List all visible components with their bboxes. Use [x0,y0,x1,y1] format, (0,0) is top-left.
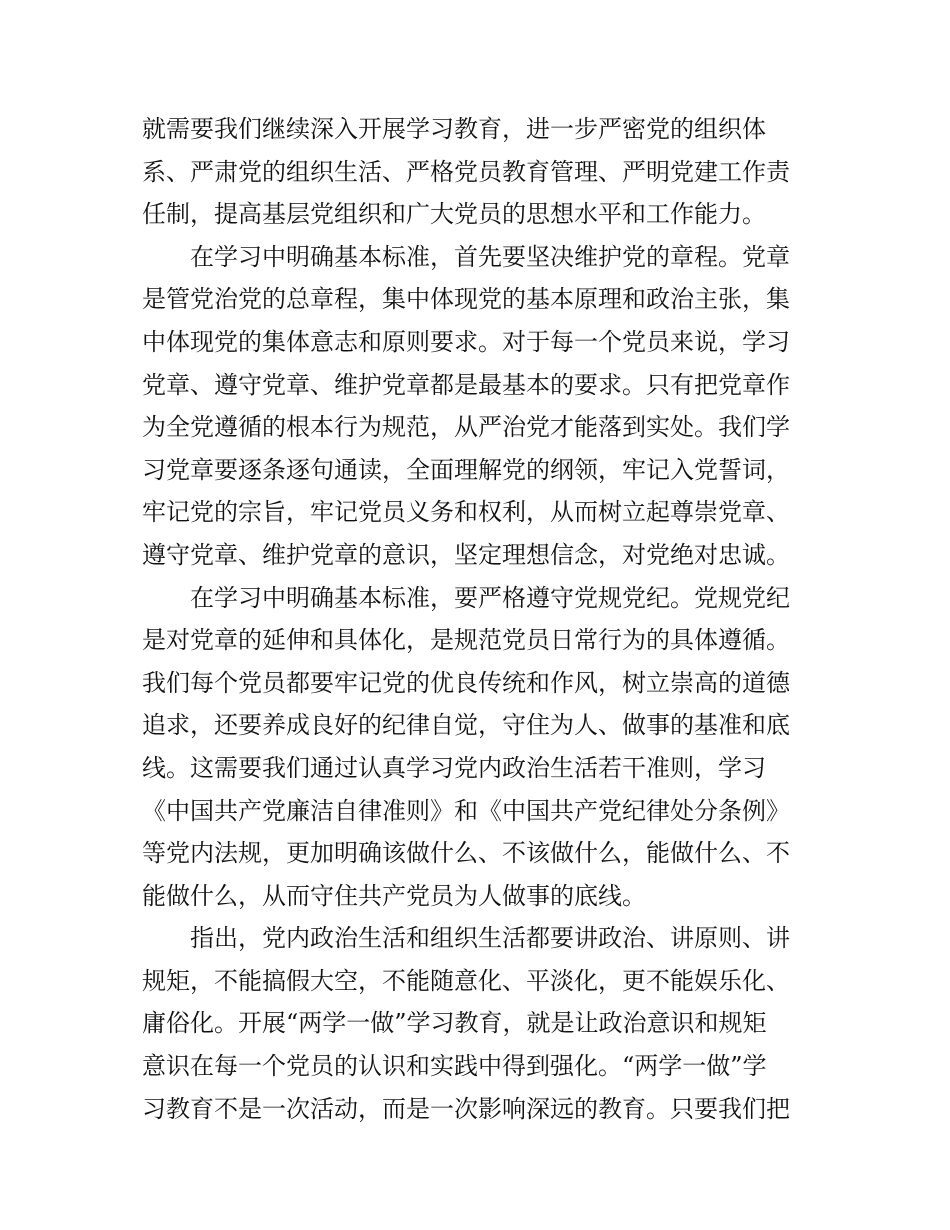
text-line: 遵守党章、维护党章的意识，坚定理想信念，对党绝对忠诚。 [142,540,790,569]
text-line: 能做什么，从而守住共产党员为人做事的底线。 [142,881,646,910]
paragraph-first-line: 在学习中明确基本标准，要严格遵守党规党纪。党规党纪 [190,583,790,612]
text-line: 任制，提高基层党组织和广大党员的思想水平和工作能力。 [142,200,766,229]
text-line: 习党章要逐条逐句通读，全面理解党的纲领，牢记入党誓词， [142,455,790,484]
text-line: 为全党遵循的根本行为规范，从严治党才能落到实处。我们学 [142,413,790,442]
text-line: 追求，还要养成良好的纪律自觉，守住为人、做事的基准和底 [142,711,790,740]
paragraph-first-line: 在学习中明确基本标准，首先要坚决维护党的章程。党章 [190,242,790,271]
text-line: 庸俗化。开展“两学一做”学习教育，就是让政治意识和规矩 [142,1009,767,1038]
text-line: 意识在每一个党员的认识和实践中得到强化。“两学一做”学 [142,1052,767,1081]
text-line: 习教育不是一次活动，而是一次影响深远的教育。只要我们把 [142,1094,790,1123]
text-line: 等党内法规，更加明确该做什么、不该做什么，能做什么、不 [142,839,790,868]
document-body [142,108,822,1130]
text-line: 我们每个党员都要牢记党的优良传统和作风，树立崇高的道德 [142,668,790,697]
text-line: 《中国共产党廉洁自律准则》和《中国共产党纪律处分条例》 [142,796,790,825]
text-line: 牢记党的宗旨，牢记党员义务和权利，从而树立起尊崇党章、 [142,498,790,527]
text-line: 中体现党的集体意志和原则要求。对于每一个党员来说，学习 [142,327,790,356]
text-line: 是管党治党的总章程，集中体现党的基本原理和政治主张，集 [142,285,790,314]
text-line: 系、严肃党的组织生活、严格党员教育管理、严明党建工作责 [142,157,790,186]
text-line: 线。这需要我们通过认真学习党内政治生活若干准则，学习 [142,753,766,782]
text-line: 规矩，不能搞假大空，不能随意化、平淡化，更不能娱乐化、 [142,966,790,995]
text-line: 党章、遵守党章、维护党章都是最基本的要求。只有把党章作 [142,370,790,399]
text-line: 是对党章的延伸和具体化，是规范党员日常行为的具体遵循。 [142,626,790,655]
text-line: 就需要我们继续深入开展学习教育，进一步严密党的组织体 [142,115,766,143]
paragraph-first-line: 指出，党内政治生活和组织生活都要讲政治、讲原则、讲 [190,924,790,953]
